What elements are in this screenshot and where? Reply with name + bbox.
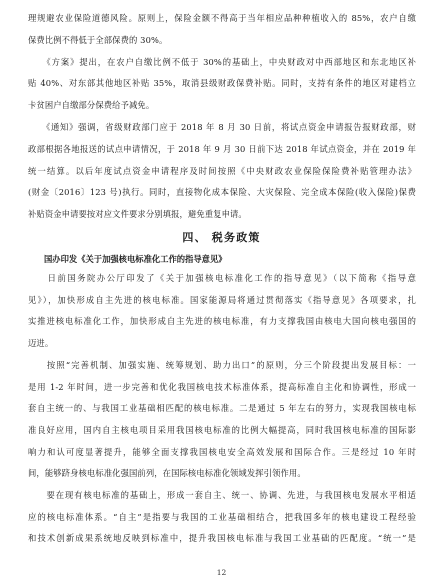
text-line: 理规避农业保险道德风险。原则上，保险金额不得高于当年相应品种种植收入的 85%，农户自缴 <box>28 13 416 23</box>
text-line: 实推进核电标准化工作，加快形成自主先进的核电标准，有力支撑我国由核电大国向核电强国的 <box>28 316 416 327</box>
text-line: 要在现有核电标准的基础上，形成一套自主、统一、协调、先进，与我国核电发展水平相适 <box>28 490 416 500</box>
section-heading: 四、 税务政策 <box>182 231 261 244</box>
text-line: 套自主统一的、与我国工业基础相匹配的核电标准。二是通过 5 年左右的努力，实现我国核电标 <box>28 403 416 414</box>
text-line: 贴 40%、对东部其他地区补贴 35%，取消县级财政保费补贴。同时，支持有条件的地区对建档立 <box>28 78 416 89</box>
text-line: 迈进。 <box>28 338 54 349</box>
text-line: 是用 1-2 年时间，进一步完善和优化我国核电技术标准体系，提高标准自主化和协调性，形成一 <box>28 381 416 392</box>
text-line: 见》），加快形成自主先进的核电标准。国家能源局将通过贯彻落实《指导意见》各项要求，扎 <box>28 294 416 305</box>
text-line: 统一结算。以后年度试点资金申请程序及时间按照《中央财政农业保险保险费补贴管理办法》 <box>28 165 416 176</box>
article-subheading: 国办印发《关于加强核电标准化工作的指导意见》 <box>44 254 227 264</box>
text-line: 保费比例不得低于全部保费的 30%。 <box>28 34 168 45</box>
text-line: 准良好应用，国内自主核电项目采用我国核电标准的比例大幅提高，同时我国核电标准的国际影 <box>28 424 416 435</box>
text-line: 应的核电标准体系。“自主”是指要与我国的工业基础相结合，把我国多年的核电建设工程经验 <box>28 511 416 522</box>
text-line: (财金〔2016〕123 号)执行。同时，直接物化成本保险、大灾保险、完全成本保险(收入保险)保费 <box>28 187 416 198</box>
text-line: 日前国务院办公厅印发了《关于加强核电标准化工作的指导意见》（以下简称《指导意 <box>28 273 416 283</box>
text-line: 补贴资金申请要按对应文件要求分别填报，避免重复申请。 <box>28 209 247 220</box>
text-line: 《通知》强调，省级财政部门应于 2018 年 8 月 30 日前，将试点资金申请报告报财政部，财 <box>28 122 416 132</box>
text-line: 政部根据各地报送的试点申请情况，于 2018 年 9 月 30 日前下达 2018 年试点资金，并在 2019 年 <box>28 143 416 154</box>
page-number: 12 <box>216 568 227 577</box>
text-line: 间，能够跻身核电标准化强国前列，在国际核电标准化领域发挥引领作用。 <box>28 468 306 479</box>
text-line: 响力和认可度显著提升，能够全面支撑我国核电安全高效发展和国际合作。三是经过 10 年时 <box>28 446 416 457</box>
text-line: 《方案》提出，在农户自缴比例不低于 30%的基础上，中央财政对中西部地区和东北地区补 <box>28 56 416 67</box>
text-line: 卡贫困户自缴部分保费给予减免。 <box>28 100 155 111</box>
text-line: 按照“完善机制、加强实施、统筹规划、助力出口”的原则，分三个阶段提出发展目标：一 <box>28 359 416 370</box>
text-line: 和技术创新成果系统地反映到标准中，提升我国核电标准与我国工业基础的匹配度。“统一”是 <box>28 533 416 544</box>
